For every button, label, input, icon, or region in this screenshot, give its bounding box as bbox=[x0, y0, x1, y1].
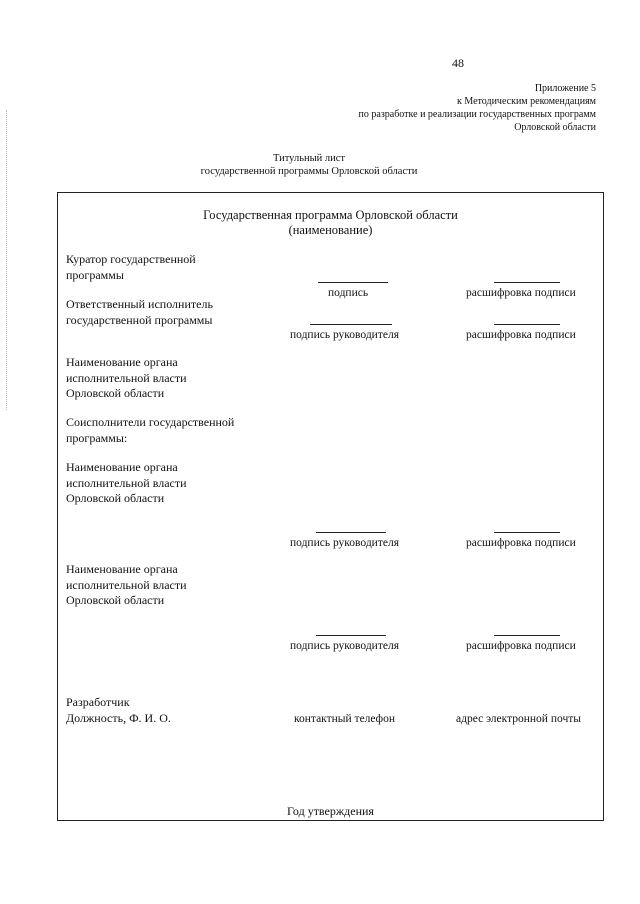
co-executors-label bbox=[66, 415, 234, 446]
organ-2-line-3: Орловской области bbox=[66, 491, 165, 505]
sheet-title bbox=[0, 152, 618, 178]
appendix-line-3: по разработке и реализации государственных программ bbox=[358, 109, 596, 120]
organ-3-line-3: Орловской области bbox=[66, 593, 165, 607]
organ-1-line-1: Наименование органа bbox=[66, 355, 178, 369]
responsible-head-signature-caption: подпись руководителя bbox=[290, 329, 399, 341]
program-name: Государственная программа Орловской области bbox=[203, 208, 458, 222]
organ-2-transcript-caption: расшифровка подписи bbox=[466, 537, 576, 549]
email-caption: адрес электронной почты bbox=[456, 713, 581, 725]
developer-position-line: Должность, Ф. И. О. bbox=[66, 710, 171, 725]
contact-phone-caption: контактный телефон bbox=[294, 713, 396, 725]
curator-label-line-2: программы bbox=[66, 267, 124, 282]
responsible-label-line-1: Ответственный исполнитель bbox=[66, 297, 213, 311]
organ-2-line-2: исполнительной власти bbox=[66, 475, 187, 490]
organ-3-transcript-line bbox=[494, 635, 560, 636]
organ-3-transcript-caption: расшифровка подписи bbox=[466, 640, 576, 652]
organ-3-line-2: исполнительной власти bbox=[66, 577, 187, 592]
organ-3-signature-line bbox=[316, 635, 386, 636]
organ-label-1 bbox=[66, 355, 187, 402]
sheet-title-line-2: государственной программы Орловской области bbox=[200, 166, 418, 177]
appendix-line-4: Орловской области bbox=[514, 122, 596, 133]
developer-label-line: Разработчик bbox=[66, 695, 130, 709]
organ-1-line-3: Орловской области bbox=[66, 386, 165, 400]
curator-label-line-1: Куратор государственной bbox=[66, 252, 196, 266]
organ-label-3 bbox=[66, 562, 187, 609]
co-executors-line-2: программы: bbox=[66, 430, 128, 445]
appendix-line-2: к Методическим рекомендациям bbox=[456, 96, 596, 107]
organ-2-head-signature-caption: подпись руководителя bbox=[290, 537, 399, 549]
organ-label-2 bbox=[66, 460, 187, 507]
organ-2-transcript-line bbox=[494, 532, 560, 533]
organ-3-head-signature-caption: подпись руководителя bbox=[290, 640, 399, 652]
appendix-line-1: Приложение 5 bbox=[534, 83, 596, 94]
co-executors-line-1: Соисполнители государственной bbox=[66, 415, 235, 429]
page-number: 48 bbox=[452, 56, 464, 70]
responsible-label-line-2: государственной программы bbox=[66, 312, 213, 327]
responsible-transcript-line bbox=[494, 324, 560, 325]
program-name-heading bbox=[57, 208, 604, 238]
approval-year: Год утверждения bbox=[287, 804, 374, 818]
curator-signature-line bbox=[318, 282, 388, 283]
responsible-executor-label bbox=[66, 297, 213, 328]
curator-transcript-line bbox=[494, 282, 560, 283]
organ-1-line-2: исполнительной власти bbox=[66, 370, 187, 385]
responsible-transcript-caption: расшифровка подписи bbox=[466, 329, 576, 341]
curator-label bbox=[66, 252, 196, 283]
curator-signature-caption: подпись bbox=[328, 287, 369, 299]
responsible-signature-line bbox=[310, 324, 392, 325]
organ-2-signature-line bbox=[316, 532, 386, 533]
curator-transcript-caption: расшифровка подписи bbox=[466, 287, 576, 299]
developer-label bbox=[66, 695, 171, 726]
program-name-hint: (наименование) bbox=[288, 223, 373, 237]
appendix-note bbox=[359, 82, 596, 134]
sheet-title-line-1: Титульный лист bbox=[272, 153, 346, 164]
organ-3-line-1: Наименование органа bbox=[66, 562, 178, 576]
organ-2-line-1: Наименование органа bbox=[66, 460, 178, 474]
